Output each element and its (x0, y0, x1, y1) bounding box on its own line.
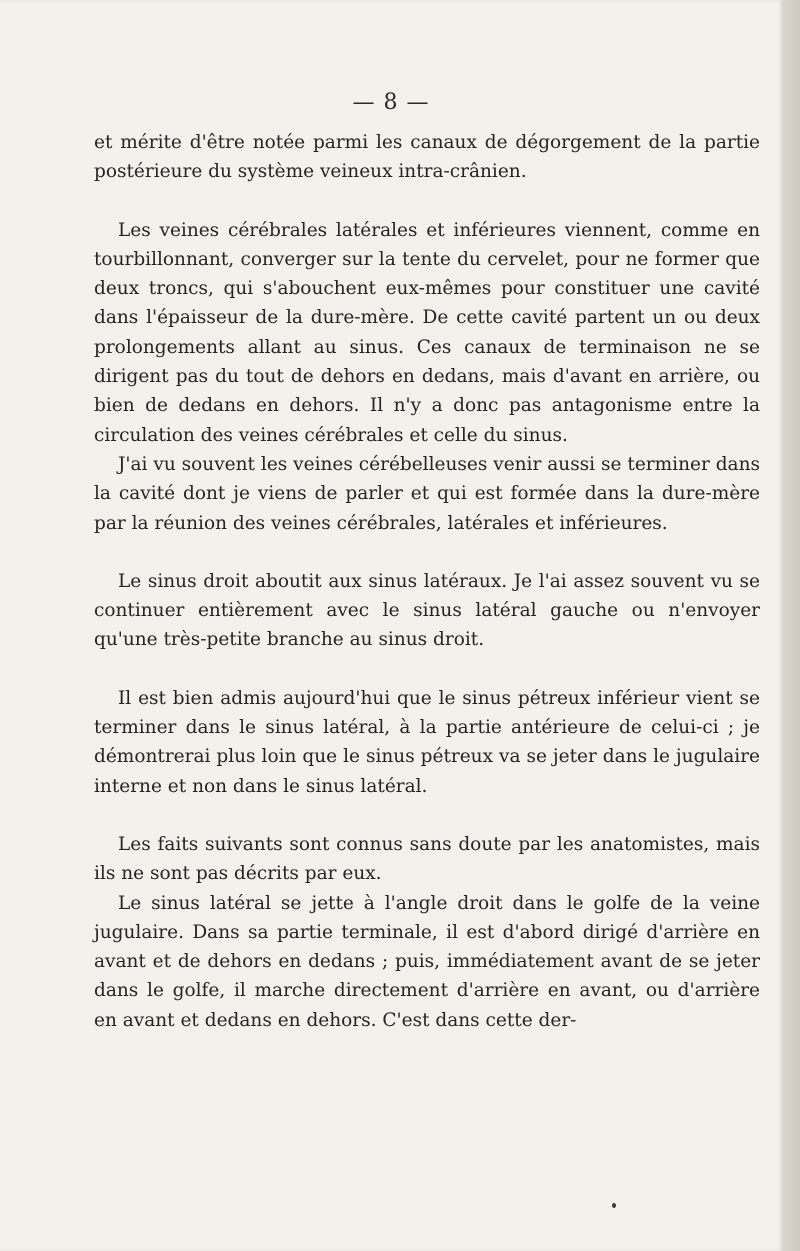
page-number: — 8 — (352, 90, 430, 115)
page-edge (782, 0, 800, 1251)
paragraph: Les faits suivants sont connus sans doute par les anatomistes, mais ils ne sont pas décrits par eux. (94, 833, 760, 885)
paragraph: et mérite d'être notée parmi les canaux de dégorgement de la partie postérieure du système veineux intra-crânien. (94, 132, 760, 183)
paragraph: Le sinus latéral se jette à l'angle droit dans le golfe de la veine jugulaire. Dans sa partie terminale, il est d'abord dirigé d'arrière en avant et de dehors en dedans ; puis, immédiatement avant de se jeter dans le golfe, il marche directement d'arrière en avant, ou d'arrière en avant et dedans en dehors. C'est dans cette der- (94, 892, 760, 1031)
paragraph: Les veines cérébrales latérales et inférieures viennent, comme en tourbillonnant, converger sur la tente du cervelet, pour ne former que deux troncs, qui s'abouchent eux-mêmes pour constituer une cavité dans l'épaisseur de la dure-mère. De cette cavité partent un ou deux prolongements allant au sinus. Ces canaux de terminaison ne se dirigent pas du tout de dehors en dedans, mais d'avant en arrière, ou bien de dedans en dehors. Il n'y a donc pas antagonisme entre la circulation des veines cérébrales et celle du sinus. (94, 219, 760, 446)
body-text (94, 128, 760, 1035)
paragraph: Le sinus droit aboutit aux sinus latéraux. Je l'ai assez souvent vu se continuer entièrement avec le sinus latéral gauche ou n'envoyer qu'une très-petite branche au sinus droit. (94, 570, 760, 651)
paragraph: Il est bien admis aujourd'hui que le sinus pétreux inférieur vient se terminer dans le sinus latéral, à la partie antérieure de celui-ci ; je démontrerai plus loin que le sinus pétreux va se jeter dans le jugulaire interne et non dans le sinus latéral. (94, 687, 760, 797)
paragraph: J'ai vu souvent les veines cérébelleuses venir aussi se terminer dans la cavité dont je viens de parler et qui est formée dans la dure-mère par la réunion des veines cérébrales, latérales et inférieures. (94, 453, 760, 534)
ink-speck (612, 1203, 616, 1208)
